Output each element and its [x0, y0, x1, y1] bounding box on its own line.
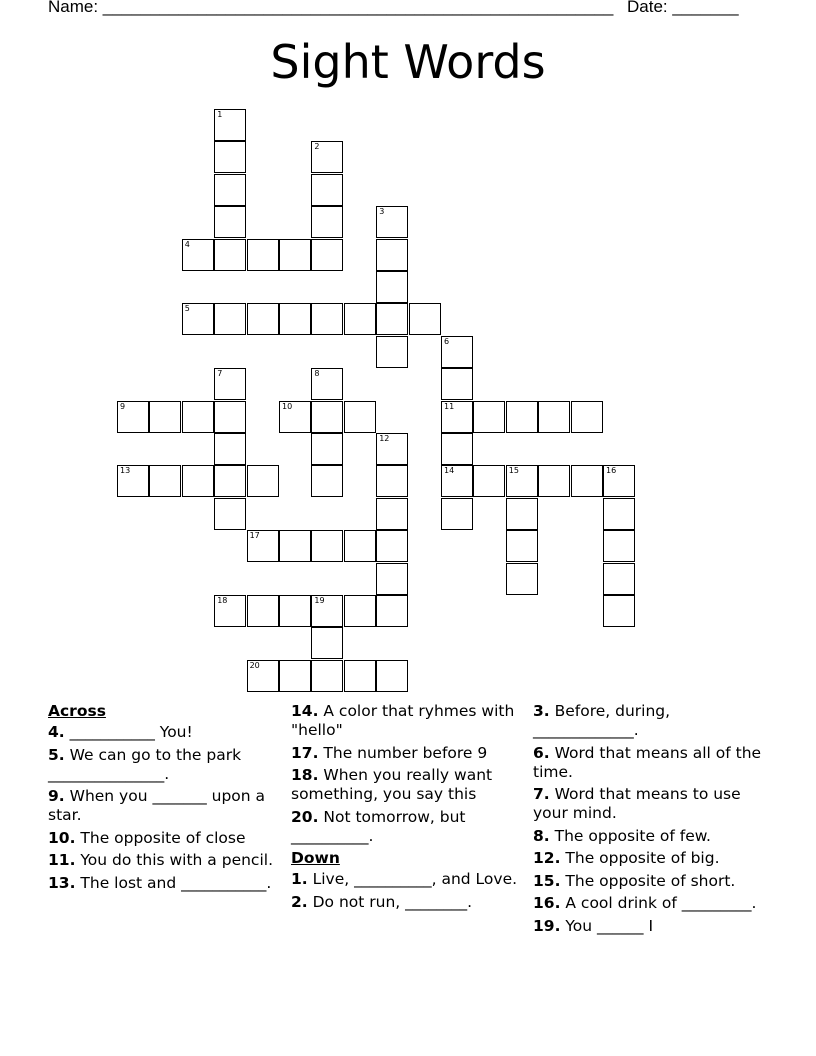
grid-cell[interactable]: [311, 303, 343, 335]
grid-cell[interactable]: [247, 239, 279, 271]
grid-cell[interactable]: [441, 465, 473, 497]
clues-column-3: [533, 702, 773, 939]
grid-cell[interactable]: [279, 595, 311, 627]
grid-cell[interactable]: [506, 530, 538, 562]
grid-cell[interactable]: [473, 401, 505, 433]
clue-item: [533, 894, 773, 913]
clue-number: 4: [184, 239, 190, 249]
clue-number: 16: [606, 466, 617, 476]
clue-item-text: A color that ryhmes with "hello": [291, 702, 515, 739]
clue-item-number: 11.: [48, 851, 76, 869]
clue-item-number: 6.: [533, 743, 550, 762]
clue-number: 6: [444, 336, 450, 346]
clue-item-number: 8.: [533, 826, 550, 845]
clue-item-text: Before, during, _____________.: [533, 702, 671, 739]
clue-number: 1: [217, 110, 223, 119]
clue-number: 3: [379, 207, 385, 217]
grid-cell[interactable]: [409, 303, 441, 335]
grid-cell[interactable]: [311, 660, 343, 692]
clue-item-number: 9.: [48, 787, 65, 805]
grid-cell[interactable]: [506, 465, 538, 497]
grid-cell[interactable]: [247, 530, 279, 562]
grid-cell[interactable]: [571, 465, 603, 497]
clue-item: [48, 723, 278, 742]
clue-item-number: 18.: [291, 766, 319, 784]
grid-cell[interactable]: [344, 401, 376, 433]
clue-item-text: You ______ I: [560, 916, 654, 935]
grid-cell[interactable]: [214, 595, 246, 627]
clue-item: [533, 849, 773, 868]
grid-cell[interactable]: [214, 174, 246, 206]
clue-item: [533, 827, 773, 846]
clue-item: [48, 851, 278, 870]
grid-cell[interactable]: [311, 174, 343, 206]
clue-item-text: The number before 9: [318, 743, 488, 762]
grid-cell[interactable]: [376, 271, 408, 303]
clue-item-number: 20.: [291, 807, 319, 826]
grid-cell[interactable]: [311, 368, 343, 400]
grid-cell[interactable]: [214, 433, 246, 465]
grid-cell[interactable]: [376, 465, 408, 497]
clue-number: 15: [508, 466, 519, 476]
clue-item-text: We can go to the park _______________.: [48, 745, 242, 783]
clue-item-number: 2.: [291, 892, 308, 911]
grid-cell[interactable]: [376, 206, 408, 238]
clue-item-number: 4.: [48, 723, 65, 741]
clue-item: [48, 787, 278, 825]
clue-number: 7: [217, 369, 223, 379]
grid-cell[interactable]: [214, 109, 246, 141]
clue-item: [291, 766, 521, 804]
clue-number: 19: [314, 596, 325, 605]
clue-item-number: 12.: [533, 849, 561, 867]
grid-cell[interactable]: [279, 401, 311, 433]
clue-item: [291, 808, 521, 846]
clue-number: 10: [282, 401, 293, 411]
clue-item-text: The opposite of big.: [560, 849, 720, 867]
across-clue-list: [48, 723, 278, 893]
clues-column-1: [48, 702, 278, 896]
clue-item-text: The lost and ___________.: [75, 873, 272, 892]
grid-cell[interactable]: [344, 595, 376, 627]
clue-item-text: Word that means to use your mind.: [533, 785, 741, 822]
clue-item-text: You do this with a pencil.: [75, 851, 273, 869]
clue-item: [291, 744, 521, 763]
clue-number: 17: [249, 531, 260, 541]
clue-number: 9: [120, 401, 126, 411]
clue-item-number: 17.: [291, 743, 319, 762]
date-line: Date: _______: [627, 0, 739, 16]
grid-cell[interactable]: [603, 530, 635, 562]
grid-cell[interactable]: [441, 368, 473, 400]
grid-cell[interactable]: [247, 465, 279, 497]
grid-cell[interactable]: [182, 303, 214, 335]
clue-item-text: When you really want something, you say this: [291, 766, 493, 803]
grid-cell[interactable]: [214, 141, 246, 173]
grid-cell[interactable]: [149, 401, 181, 433]
grid-cell[interactable]: [376, 336, 408, 368]
clue-item-number: 5.: [48, 745, 65, 764]
down-heading: Down: [291, 849, 340, 867]
clue-item-number: 13.: [48, 873, 76, 892]
grid-cell[interactable]: [441, 336, 473, 368]
clue-item: [48, 874, 278, 893]
grid-cell[interactable]: [311, 433, 343, 465]
grid-cell[interactable]: [182, 465, 214, 497]
clue-item-text: When you _______ upon a star.: [48, 787, 266, 824]
clue-item-text: The opposite of few.: [549, 826, 711, 845]
clue-item-text: The opposite of short.: [560, 871, 736, 890]
clue-item: [533, 744, 773, 782]
grid-cell[interactable]: [506, 401, 538, 433]
clue-item: [533, 702, 773, 740]
grid-cell[interactable]: [538, 401, 570, 433]
across-heading: Across: [48, 702, 106, 720]
grid-cell[interactable]: [603, 563, 635, 595]
clue-item-text: A cool drink of _________.: [560, 894, 757, 912]
grid-cell[interactable]: [117, 465, 149, 497]
grid-cell[interactable]: [376, 530, 408, 562]
down-clue-list-continued: [533, 702, 773, 936]
clue-item-text: Do not run, ________.: [307, 892, 473, 911]
grid-cell[interactable]: [247, 660, 279, 692]
clue-item-number: 10.: [48, 828, 76, 847]
grid-cell[interactable]: [603, 595, 635, 627]
clue-number: 11: [444, 401, 455, 411]
grid-cell[interactable]: [473, 465, 505, 497]
clue-number: 13: [120, 466, 131, 476]
grid-cell[interactable]: [214, 239, 246, 271]
clue-item-number: 7.: [533, 785, 550, 803]
clue-item-number: 15.: [533, 871, 561, 890]
clue-number: 2: [314, 142, 320, 152]
grid-cell[interactable]: [311, 239, 343, 271]
grid-cell[interactable]: [311, 401, 343, 433]
grid-cell[interactable]: [214, 303, 246, 335]
grid-cell[interactable]: [214, 401, 246, 433]
grid-cell[interactable]: [311, 141, 343, 173]
page-title: Sight Words: [270, 35, 546, 89]
clue-number: 8: [314, 369, 320, 379]
grid-cell[interactable]: [311, 530, 343, 562]
grid-cell[interactable]: [311, 627, 343, 659]
clue-item: [291, 870, 521, 889]
clues-column-2: [291, 702, 521, 915]
down-clue-list: [291, 870, 521, 912]
grid-cell[interactable]: [506, 563, 538, 595]
grid-cell[interactable]: [149, 465, 181, 497]
grid-cell[interactable]: [376, 433, 408, 465]
grid-cell[interactable]: [214, 368, 246, 400]
grid-cell[interactable]: [538, 465, 570, 497]
across-clue-list-continued: [291, 702, 521, 846]
grid-cell[interactable]: [376, 595, 408, 627]
clue-item-text: The opposite of close: [75, 828, 246, 847]
clue-item: [533, 917, 773, 936]
grid-cell[interactable]: [311, 206, 343, 238]
clue-item-number: 19.: [533, 916, 561, 935]
grid-cell[interactable]: [376, 303, 408, 335]
grid-cell[interactable]: [214, 206, 246, 238]
grid-cell[interactable]: [344, 530, 376, 562]
clue-item: [48, 746, 278, 784]
grid-cell[interactable]: [441, 433, 473, 465]
grid-cell[interactable]: [247, 595, 279, 627]
clue-item: [533, 872, 773, 891]
grid-cell[interactable]: [506, 498, 538, 530]
grid-cell[interactable]: [214, 498, 246, 530]
grid-cell[interactable]: [182, 401, 214, 433]
grid-cell[interactable]: [344, 660, 376, 692]
clue-item-number: 16.: [533, 894, 561, 912]
grid-cell[interactable]: [344, 303, 376, 335]
grid-cell[interactable]: [247, 303, 279, 335]
clue-number: 14: [444, 466, 455, 476]
clue-item-number: 3.: [533, 702, 550, 720]
clue-item: [533, 785, 773, 823]
grid-cell[interactable]: [441, 401, 473, 433]
grid-cell[interactable]: [376, 498, 408, 530]
clue-item: [291, 702, 521, 740]
grid-cell[interactable]: [311, 595, 343, 627]
clue-item-text: ___________ You!: [64, 723, 193, 741]
grid-cell[interactable]: [441, 498, 473, 530]
clue-number: 18: [217, 596, 228, 605]
clue-number: 20: [249, 660, 260, 670]
clue-item-number: 1.: [291, 870, 308, 888]
clue-item-text: Word that means all of the time.: [533, 743, 762, 781]
clue-item-text: Not tomorrow, but __________.: [291, 807, 466, 845]
grid-cell[interactable]: [279, 303, 311, 335]
grid-cell[interactable]: [279, 530, 311, 562]
grid-cell[interactable]: [603, 465, 635, 497]
grid-cell[interactable]: [571, 401, 603, 433]
clue-item-text: Live, __________, and Love.: [307, 870, 518, 888]
grid-cell[interactable]: [376, 660, 408, 692]
grid-cell[interactable]: [117, 401, 149, 433]
grid-cell[interactable]: [376, 239, 408, 271]
name-line: Name: ______________________________________________________: [48, 0, 614, 16]
grid-cell[interactable]: [279, 660, 311, 692]
grid-cell[interactable]: [311, 465, 343, 497]
grid-cell[interactable]: [279, 239, 311, 271]
grid-cell[interactable]: [182, 239, 214, 271]
clue-item: [48, 829, 278, 848]
clue-item-number: 14.: [291, 702, 319, 720]
clue-item: [291, 893, 521, 912]
grid-cell[interactable]: [214, 465, 246, 497]
grid-cell[interactable]: [603, 498, 635, 530]
grid-cell[interactable]: [376, 563, 408, 595]
clue-number: 12: [379, 434, 390, 443]
clue-number: 5: [184, 304, 190, 314]
